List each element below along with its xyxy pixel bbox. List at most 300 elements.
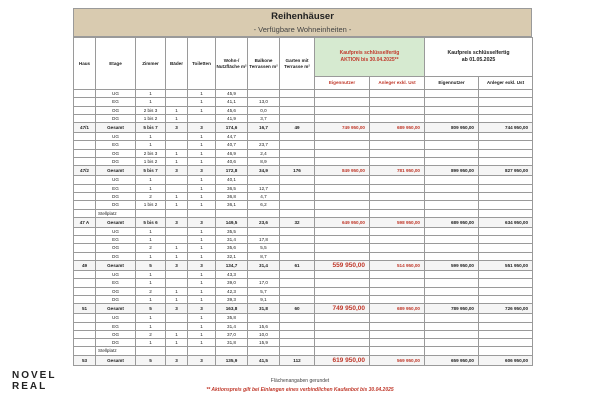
cell-garten: 60: [280, 304, 315, 314]
promo-subtitle: AKTION bis 30.04.2025**: [340, 57, 399, 63]
cell-haus: [74, 114, 96, 122]
cell-haus: [74, 98, 96, 106]
cell-promo-eigennutzer: [315, 192, 370, 200]
cell-eigennutzer: 789 950,00: [425, 304, 479, 314]
cell-garten: [280, 322, 315, 330]
cell-baeder: [166, 347, 188, 355]
cell-promo-anleger: 569 950,00: [370, 355, 425, 365]
cell-promo-eigennutzer: [315, 149, 370, 157]
cell-wohnflaeche: [216, 209, 248, 217]
cell-etage: DG: [96, 158, 136, 166]
cell-etage: Stellplatz: [96, 347, 136, 355]
cell-baeder: [166, 227, 188, 235]
cell-haus: [74, 339, 96, 347]
cell-garten: [280, 201, 315, 209]
table-row: [74, 339, 533, 347]
cell-eigennutzer: [425, 236, 479, 244]
cell-toiletten: 1: [188, 141, 216, 149]
cell-haus: 47/1: [74, 123, 96, 133]
cell-toiletten: 1: [188, 176, 216, 184]
cell-promo-eigennutzer: [315, 106, 370, 114]
cell-anleger: [479, 201, 533, 209]
cell-eigennutzer: [425, 347, 479, 355]
cell-wohnflaeche: 41,9: [216, 114, 248, 122]
table-row: [74, 279, 533, 287]
cell-promo-anleger: [370, 252, 425, 260]
cell-garten: [280, 176, 315, 184]
cell-balkone: 4,7: [248, 192, 280, 200]
cell-eigennutzer: 899 950,00: [425, 166, 479, 176]
cell-etage: UG: [96, 271, 136, 279]
cell-etage: OG: [96, 106, 136, 114]
cell-baeder: 3: [166, 123, 188, 133]
cell-toiletten: 1: [188, 133, 216, 141]
cell-promo-anleger: [370, 295, 425, 303]
cell-anleger: 551 950,00: [479, 261, 533, 271]
cell-toiletten: 1: [188, 201, 216, 209]
cell-garten: [280, 295, 315, 303]
cell-eigennutzer: 659 950,00: [425, 355, 479, 365]
cell-promo-eigennutzer: [315, 330, 370, 338]
cell-promo-eigennutzer: [315, 176, 370, 184]
cell-wohnflaeche: 32,1: [216, 252, 248, 260]
cell-garten: [280, 287, 315, 295]
cell-etage: EG: [96, 98, 136, 106]
table-row-total: [74, 123, 533, 133]
cell-wohnflaeche: 31,4: [216, 322, 248, 330]
cell-promo-eigennutzer: [315, 158, 370, 166]
regular-price-header: [425, 38, 533, 77]
cell-anleger: [479, 141, 533, 149]
table-row: [74, 322, 533, 330]
col-garten: Garten mit Terrasse m²: [280, 38, 315, 90]
cell-promo-anleger: [370, 339, 425, 347]
cell-promo-eigennutzer: 619 950,00: [315, 355, 370, 365]
cell-toiletten: 1: [188, 287, 216, 295]
cell-garten: [280, 330, 315, 338]
table-row: [74, 271, 533, 279]
cell-anleger: 726 950,00: [479, 304, 533, 314]
cell-haus: [74, 192, 96, 200]
cell-etage: Gesamt: [96, 304, 136, 314]
cell-eigennutzer: [425, 330, 479, 338]
cell-baeder: [166, 314, 188, 322]
cell-anleger: 827 950,00: [479, 166, 533, 176]
cell-promo-eigennutzer: [315, 227, 370, 235]
table-row: [74, 209, 533, 217]
cell-toiletten: 3: [188, 355, 216, 365]
cell-toiletten: 1: [188, 227, 216, 235]
table-row: [74, 314, 533, 322]
cell-wohnflaeche: 134,7: [216, 261, 248, 271]
cell-zimmer: 2: [136, 330, 166, 338]
cell-garten: 49: [280, 123, 315, 133]
cell-baeder: 3: [166, 166, 188, 176]
cell-promo-anleger: 514 950,00: [370, 261, 425, 271]
table-row: [74, 158, 533, 166]
cell-balkone: 8,9: [248, 158, 280, 166]
cell-etage: Gesamt: [96, 355, 136, 365]
cell-haus: 53: [74, 355, 96, 365]
table-row: [74, 347, 533, 355]
cell-etage: UG: [96, 314, 136, 322]
col-haus: Haus: [74, 38, 96, 90]
col-toiletten: Toiletten: [188, 38, 216, 90]
title-box: [73, 8, 532, 37]
col-promo-eigennutzer: Eigennutzer: [315, 77, 370, 90]
cell-anleger: [479, 176, 533, 184]
cell-etage: OG: [96, 244, 136, 252]
cell-promo-eigennutzer: [315, 133, 370, 141]
cell-eigennutzer: [425, 252, 479, 260]
table-row: [74, 236, 533, 244]
col-balkone: Balkone Terrassen m²: [248, 38, 280, 90]
cell-baeder: 3: [166, 304, 188, 314]
cell-anleger: [479, 271, 533, 279]
cell-haus: [74, 271, 96, 279]
cell-toiletten: 1: [188, 295, 216, 303]
cell-haus: [74, 149, 96, 157]
cell-etage: Gesamt: [96, 217, 136, 227]
cell-eigennutzer: [425, 176, 479, 184]
cell-etage: EG: [96, 322, 136, 330]
cell-garten: 112: [280, 355, 315, 365]
cell-eigennutzer: [425, 227, 479, 235]
cell-promo-anleger: 598 950,00: [370, 217, 425, 227]
cell-baeder: 3: [166, 261, 188, 271]
cell-balkone: [248, 209, 280, 217]
cell-promo-eigennutzer: 749 950,00: [315, 123, 370, 133]
cell-anleger: [479, 106, 533, 114]
cell-garten: [280, 347, 315, 355]
cell-balkone: 34,9: [248, 166, 280, 176]
cell-anleger: [479, 209, 533, 217]
price-subtitle: ab 01.05.2025: [461, 57, 496, 63]
cell-wohnflaeche: 31,4: [216, 236, 248, 244]
cell-toiletten: 3: [188, 217, 216, 227]
cell-haus: [74, 347, 96, 355]
cell-promo-anleger: [370, 133, 425, 141]
cell-promo-eigennutzer: [315, 236, 370, 244]
cell-toiletten: 1: [188, 158, 216, 166]
cell-promo-eigennutzer: [315, 271, 370, 279]
col-promo-anleger: Anleger exkl. Ust: [370, 77, 425, 90]
table-row: [74, 252, 533, 260]
cell-toiletten: 3: [188, 304, 216, 314]
units-table-body: [74, 90, 533, 366]
cell-eigennutzer: [425, 106, 479, 114]
cell-garten: [280, 227, 315, 235]
cell-wohnflaeche: 45,9: [216, 90, 248, 98]
cell-zimmer: 1: [136, 176, 166, 184]
cell-wohnflaeche: 31,8: [216, 339, 248, 347]
cell-wohnflaeche: 36,1: [216, 201, 248, 209]
cell-toiletten: 1: [188, 330, 216, 338]
price-title: Kaufpreis schlüsselfertig: [447, 50, 510, 56]
col-wohnflaeche: Wohn-/ Nutzfläche m²: [216, 38, 248, 90]
cell-anleger: [479, 314, 533, 322]
table-row-total: [74, 355, 533, 365]
cell-toiletten: 3: [188, 261, 216, 271]
cell-etage: OG: [96, 330, 136, 338]
table-row-total: [74, 217, 533, 227]
page-title: Reihenhäuser: [271, 11, 334, 22]
units-table: [73, 37, 533, 366]
footer-promo-note: ** Aktionspreis gilt bei Einlangen eines verbindlichen Kaufanbot bis 30.04.2025: [206, 387, 394, 393]
cell-garten: [280, 209, 315, 217]
cell-garten: [280, 141, 315, 149]
cell-balkone: 23,7: [248, 141, 280, 149]
cell-wohnflaeche: 135,9: [216, 355, 248, 365]
cell-haus: [74, 252, 96, 260]
cell-toiletten: 1: [188, 314, 216, 322]
cell-anleger: [479, 339, 533, 347]
table-row-total: [74, 304, 533, 314]
cell-promo-eigennutzer: [315, 295, 370, 303]
cell-haus: [74, 90, 96, 98]
cell-eigennutzer: [425, 90, 479, 98]
cell-promo-eigennutzer: [315, 209, 370, 217]
cell-promo-eigennutzer: 649 950,00: [315, 217, 370, 227]
cell-balkone: 15,9: [248, 339, 280, 347]
cell-etage: OG: [96, 149, 136, 157]
cell-haus: 51: [74, 304, 96, 314]
cell-garten: [280, 271, 315, 279]
cell-balkone: 5,5: [248, 244, 280, 252]
cell-balkone: 12,7: [248, 184, 280, 192]
cell-balkone: [248, 271, 280, 279]
table-row: [74, 227, 533, 235]
cell-anleger: [479, 244, 533, 252]
cell-haus: [74, 106, 96, 114]
cell-balkone: [248, 176, 280, 184]
cell-promo-anleger: [370, 106, 425, 114]
cell-baeder: 1: [166, 149, 188, 157]
cell-toiletten: 1: [188, 184, 216, 192]
cell-wohnflaeche: 163,8: [216, 304, 248, 314]
cell-baeder: [166, 236, 188, 244]
cell-anleger: 606 950,00: [479, 355, 533, 365]
cell-baeder: 1: [166, 106, 188, 114]
promo-price-header: [315, 38, 425, 77]
cell-etage: DG: [96, 201, 136, 209]
cell-etage: EG: [96, 141, 136, 149]
cell-toiletten: 1: [188, 98, 216, 106]
cell-balkone: 17,0: [248, 279, 280, 287]
cell-eigennutzer: [425, 287, 479, 295]
cell-eigennutzer: [425, 322, 479, 330]
cell-eigennutzer: [425, 192, 479, 200]
cell-wohnflaeche: 39,3: [216, 295, 248, 303]
cell-promo-anleger: [370, 314, 425, 322]
cell-etage: UG: [96, 176, 136, 184]
cell-garten: [280, 158, 315, 166]
cell-haus: [74, 295, 96, 303]
cell-anleger: [479, 330, 533, 338]
cell-zimmer: 1: [136, 339, 166, 347]
cell-garten: [280, 279, 315, 287]
cell-wohnflaeche: 174,6: [216, 123, 248, 133]
cell-wohnflaeche: 43,3: [216, 271, 248, 279]
cell-anleger: [479, 347, 533, 355]
cell-toiletten: 1: [188, 244, 216, 252]
cell-eigennutzer: [425, 184, 479, 192]
cell-promo-anleger: [370, 236, 425, 244]
cell-zimmer: 5: [136, 304, 166, 314]
cell-anleger: [479, 287, 533, 295]
cell-balkone: 16,7: [248, 123, 280, 133]
cell-garten: [280, 192, 315, 200]
cell-baeder: 1: [166, 158, 188, 166]
cell-wohnflaeche: 40,1: [216, 176, 248, 184]
cell-etage: DG: [96, 339, 136, 347]
cell-toiletten: 3: [188, 123, 216, 133]
cell-haus: [74, 201, 96, 209]
cell-balkone: 0,0: [248, 106, 280, 114]
cell-balkone: 5,7: [248, 287, 280, 295]
cell-etage: DG: [96, 295, 136, 303]
cell-wohnflaeche: 35,6: [216, 244, 248, 252]
cell-promo-eigennutzer: [315, 287, 370, 295]
cell-zimmer: 1: [136, 90, 166, 98]
cell-zimmer: 5: [136, 261, 166, 271]
cell-zimmer: 5 bis 7: [136, 166, 166, 176]
cell-baeder: [166, 133, 188, 141]
cell-eigennutzer: [425, 133, 479, 141]
cell-anleger: [479, 114, 533, 122]
cell-etage: Gesamt: [96, 166, 136, 176]
cell-garten: [280, 149, 315, 157]
col-baeder: Bäder: [166, 38, 188, 90]
promo-title: Kaufpreis schlüsselfertig: [339, 50, 400, 56]
cell-balkone: 13,0: [248, 98, 280, 106]
cell-haus: [74, 236, 96, 244]
cell-balkone: 3,7: [248, 114, 280, 122]
table-row: [74, 141, 533, 149]
cell-balkone: 31,8: [248, 304, 280, 314]
cell-anleger: [479, 98, 533, 106]
logo-line-1: NOVEL: [12, 370, 57, 381]
cell-baeder: [166, 98, 188, 106]
cell-haus: [74, 209, 96, 217]
cell-promo-eigennutzer: 849 950,00: [315, 166, 370, 176]
cell-zimmer: 2: [136, 287, 166, 295]
cell-eigennutzer: [425, 209, 479, 217]
cell-eigennutzer: [425, 158, 479, 166]
cell-toiletten: 1: [188, 192, 216, 200]
cell-garten: [280, 98, 315, 106]
cell-promo-anleger: 689 950,00: [370, 123, 425, 133]
cell-promo-eigennutzer: [315, 347, 370, 355]
cell-promo-eigennutzer: [315, 279, 370, 287]
cell-balkone: [248, 347, 280, 355]
cell-zimmer: 5 bis 6: [136, 217, 166, 227]
cell-baeder: 3: [166, 217, 188, 227]
cell-promo-anleger: [370, 114, 425, 122]
cell-zimmer: 1: [136, 98, 166, 106]
page-subtitle: - Verfügbare Wohneinheiten -: [253, 25, 352, 34]
cell-anleger: [479, 279, 533, 287]
cell-garten: [280, 244, 315, 252]
cell-anleger: [479, 133, 533, 141]
cell-toiletten: [188, 114, 216, 122]
cell-promo-anleger: [370, 244, 425, 252]
cell-garten: 32: [280, 217, 315, 227]
cell-baeder: 1: [166, 287, 188, 295]
cell-zimmer: [136, 209, 166, 217]
cell-balkone: 2,4: [248, 149, 280, 157]
cell-wohnflaeche: 40,7: [216, 141, 248, 149]
cell-promo-eigennutzer: [315, 252, 370, 260]
cell-haus: [74, 184, 96, 192]
cell-etage: EG: [96, 184, 136, 192]
cell-haus: [74, 133, 96, 141]
cell-zimmer: [136, 347, 166, 355]
cell-haus: [74, 322, 96, 330]
cell-haus: [74, 314, 96, 322]
cell-anleger: [479, 184, 533, 192]
cell-baeder: 1: [166, 192, 188, 200]
cell-garten: 176: [280, 166, 315, 176]
cell-wohnflaeche: 149,5: [216, 217, 248, 227]
cell-etage: Stellplatz: [96, 209, 136, 217]
cell-toiletten: 1: [188, 252, 216, 260]
cell-promo-anleger: [370, 330, 425, 338]
cell-promo-anleger: 689 950,00: [370, 304, 425, 314]
cell-wohnflaeche: 44,7: [216, 133, 248, 141]
cell-baeder: 1: [166, 244, 188, 252]
cell-zimmer: 1: [136, 295, 166, 303]
cell-wohnflaeche: 45,6: [216, 106, 248, 114]
table-row: [74, 98, 533, 106]
cell-toiletten: 3: [188, 166, 216, 176]
cell-promo-anleger: [370, 279, 425, 287]
cell-promo-anleger: [370, 322, 425, 330]
cell-anleger: [479, 192, 533, 200]
table-row: [74, 330, 533, 338]
cell-eigennutzer: [425, 98, 479, 106]
table-row: [74, 192, 533, 200]
cell-balkone: [248, 227, 280, 235]
cell-toiletten: 1: [188, 322, 216, 330]
cell-promo-anleger: [370, 90, 425, 98]
cell-haus: [74, 287, 96, 295]
cell-promo-anleger: [370, 347, 425, 355]
cell-eigennutzer: [425, 141, 479, 149]
cell-promo-anleger: [370, 287, 425, 295]
cell-baeder: [166, 176, 188, 184]
cell-baeder: 1: [166, 295, 188, 303]
cell-promo-eigennutzer: [315, 90, 370, 98]
cell-anleger: [479, 227, 533, 235]
cell-baeder: 1: [166, 339, 188, 347]
cell-promo-anleger: [370, 98, 425, 106]
table-row: [74, 149, 533, 157]
cell-garten: [280, 184, 315, 192]
cell-zimmer: 1: [136, 271, 166, 279]
cell-baeder: [166, 279, 188, 287]
cell-balkone: 17,8: [248, 236, 280, 244]
cell-promo-eigennutzer: [315, 114, 370, 122]
cell-eigennutzer: [425, 339, 479, 347]
cell-garten: [280, 314, 315, 322]
cell-zimmer: 1 bis 2: [136, 201, 166, 209]
cell-anleger: [479, 158, 533, 166]
cell-promo-anleger: [370, 271, 425, 279]
table-row: [74, 295, 533, 303]
cell-baeder: 1: [166, 114, 188, 122]
col-eigennutzer: Eigennutzer: [425, 77, 479, 90]
